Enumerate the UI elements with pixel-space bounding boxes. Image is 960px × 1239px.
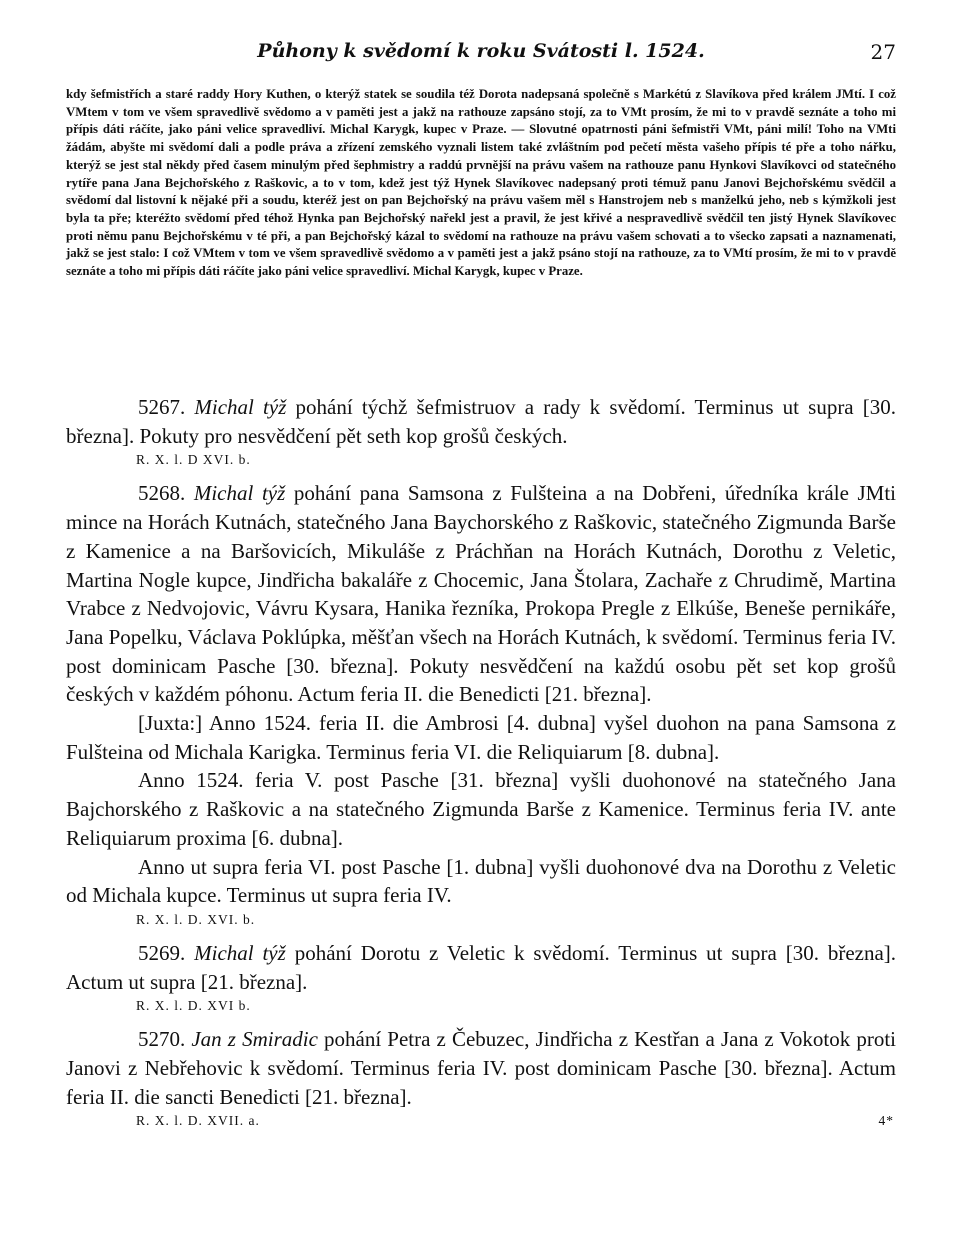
running-title: Půhony k svědomí k roku Svátosti l. 1524. <box>257 40 705 62</box>
entry-text: pohání Petra z Čebuzec, Jindřicha z Kestřan a Jana z Vokotok proti Janovi z Nebřehovic k svědomí. Terminus feria IV. post dominicam Pasche [30. března]. Actum feria II. die sancti Benedicti [21. března]. <box>66 1027 896 1109</box>
entry-name: Jan z Smiradic <box>191 1027 318 1052</box>
entry-name: Michal týž <box>193 481 286 506</box>
entry-5268 <box>66 479 896 709</box>
entry-5270 <box>66 1025 896 1111</box>
entry-signature: R. X. l. D XVI. b. <box>136 452 251 468</box>
entry-number: 5267. <box>138 395 186 419</box>
page-header <box>66 40 896 70</box>
signature-mark: 4* <box>878 1113 894 1129</box>
continuation-block <box>66 86 896 281</box>
entry-text: pohání Dorotu z Veletic k svědomí. Terminus ut supra [30. března]. Actum ut supra [21. března]. <box>66 940 897 994</box>
entry-text: pohání týchž šefmistruov a rady k svědomí. Terminus ut supra [30. března]. Pokuty pro nesvědčení pět seth kop grošů českých. <box>66 395 897 448</box>
entry-paragraph: Anno 1524. feria V. post Pasche [31. března] vyšli duohonové na statečného Jana Bajchorského z Raškovic a na statečného Zigmunda Barše z Kamenice. Terminus feria IV. ante Reliquiarum proxima [6. dubna]. <box>66 768 896 850</box>
entry-number: 5269. <box>138 940 186 965</box>
entry-text: pohání pana Samsona z Fulšteina a na Dobřeni, úředníka krále JMti mince na Horách Kutnách, statečného Jana Baychorského z Raškovic, statečného Zigmunda Barše z Kamenice a na Baršovicích, Mikuláše z Práchňan na Horách Kutnách, Dorothu z Veletic, Martina Nogle kupce, Jindřicha bakaláře z Chocemic, Jana Štolara, Zachaře z Chrudimě, Martina Vrabce z Nedvojovic, Vávru Kysara, Hanika řezníka, Prokopa Pregle z Elkúše, Beneše pernikáře, Jana Popelku, Václava Poklúpka, měšťan všech na Horách Kutnách, k svědomí. Terminus feria IV. post dominicam Pasche [30. března]. Pokuty nesvědčení na každú osobu pět set kop grošů českých v každém póhonu. Actum feria II. die Benedicti [21. března]. <box>66 481 897 707</box>
entry-5269 <box>66 939 896 996</box>
entry-number: 5270. <box>138 1027 186 1052</box>
entry-paragraph: Anno ut supra feria VI. post Pasche [1. dubna] vyšli duohonové dva na Dorothu z Veletic od Michala kupce. Terminus ut supra feria IV. <box>66 854 896 908</box>
entry-signature <box>66 1111 896 1131</box>
signature-text: R. X. l. D. XVII. a. <box>136 1113 260 1129</box>
continuation-text: kdy šefmistřích a staré raddy Hory Kuthen, o kterýž statek se soudila též Dorota nadepsaná společně s Markétú z Slavíkova před králem JMtí. I což VMtem v tom ve všem spravedlivě svědomo a v paměti jest a jakž na rathouze zapsáno stojí, za to VMt prosím, že mi to v pravdě seznáte a toho mi přípis dáti ráčíte, jako páni velice spravedliví. Michal Karygk, kupec v Praze. — Slovutné opatrnosti páni šefmistři VMt, páni milí! Toho na VMti žádám, abyšte mi svědomí dali a podle práva a zřízení zemského vyznali listem také zvláštním pod pečetí města vašeho přípis té pře a toho nářku, kterýž se jest stal někdy před časem minulým před šephmistry a raddú prvnější na právu vašem na rathouze panu Hynkovi Slavíkovci od statečného rytíře pana Jana Bejchořského z Raškovic, a to v tom, kdež jest týž Hynek Slavíkovec nadepsaný proti témuž panu Janovi Bejchořskému svědčil a svědomí dal listovní k nějaké při a soudu, kteréž jest on pan Bejchořský na právu vašem měl s Hanstrojem neb s manželkú jeho, neb s kýmžkoli jest byla ta pře; kteréžto svědomí před téhož Hynka pan Bejchořský nařekl jest a pravil, že jest křivé a nespravedlivě svědčil ten jistý Hynek Slavíkovec proti němu panu Bejchořskému v té při, a pan Bejchořský kázal to svědomí na rathouze na právu vašem schovati a to všecko zapsati a naznamenati, jakž se jest stalo: I což VMtem v tom ve všem spravedlivě svědomo a v paměti jest a jakž psáno stojí na rathouze, za to VMtí prosím, že mi to v pravdě seznáte a toho mi přípis dáti ráčíte jako páni velice spravedliví. Michal Karygk, kupec v Praze. <box>66 87 896 279</box>
entry-signature: R. X. l. D. XVI. b. <box>136 911 256 927</box>
page-number: 27 <box>870 40 896 64</box>
main-entries <box>66 393 896 1139</box>
entry-paragraph: [Juxta:] Anno 1524. feria II. die Ambrosi [4. dubna] vyšel duohon na pana Samsona z Fulšteina od Michala Karigka. Terminus feria VI. die Reliquiarum [8. dubna]. <box>66 711 896 764</box>
entry-5267 <box>66 393 896 450</box>
entry-number: 5268. <box>138 481 186 506</box>
entry-name: Michal týž <box>194 940 286 965</box>
entry-name: Michal týž <box>194 395 287 419</box>
entry-signature: R. X. l. D. XVI b. <box>136 998 251 1014</box>
